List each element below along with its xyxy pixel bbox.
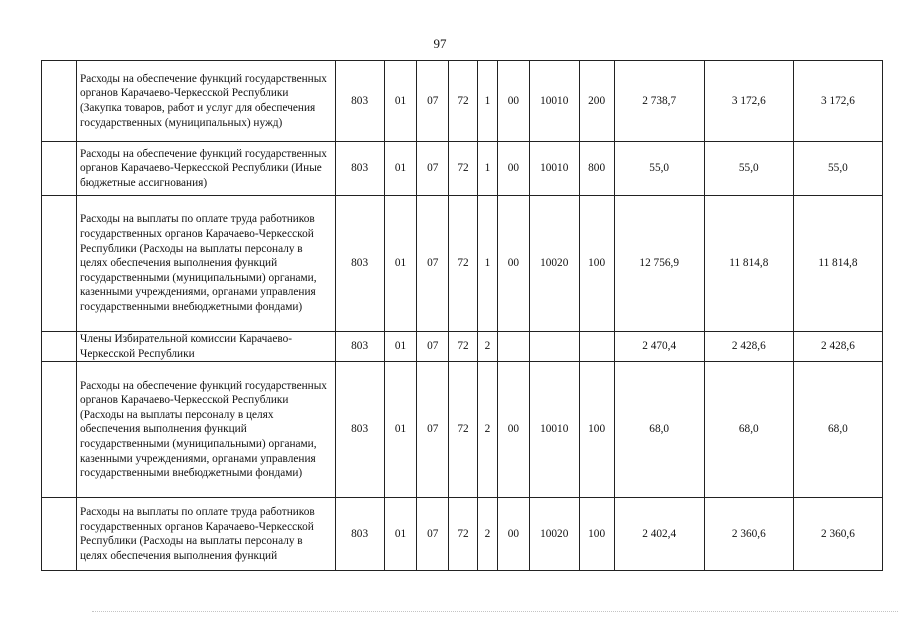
code-expense-type-cell: 100 xyxy=(579,362,614,498)
description-cell: Члены Избирательной комиссии Карачаево-Черкесской Республики xyxy=(76,332,335,362)
code-expense-type-cell: 100 xyxy=(579,498,614,571)
amount-year-2-cell: 3 172,6 xyxy=(704,61,793,142)
code-program-cell: 72 xyxy=(449,332,478,362)
code-subprogram-cell: 2 xyxy=(477,498,497,571)
description-cell: Расходы на выплаты по оплате труда работников государственных органов Карачаево-Черкесской Республики (Расходы на выплаты персоналу в целях обеспечения выполнения функций xyxy=(76,498,335,571)
description-cell: Расходы на обеспечение функций государственных органов Карачаево-Черкесской Республики (Расходы на выплаты персоналу в целях обеспечения выполнения функций государственными (муниципальными) органами, казенными учреждениями, органами управления государственными внебюджетными фондами) xyxy=(76,362,335,498)
code-admin-cell: 803 xyxy=(335,61,384,142)
code-admin-cell: 803 xyxy=(335,142,384,196)
code-section-cell: 01 xyxy=(384,61,417,142)
row-number-cell xyxy=(42,362,77,498)
table-row xyxy=(42,498,883,571)
code-event-cell: 00 xyxy=(497,196,529,332)
code-section-cell: 01 xyxy=(384,362,417,498)
amount-year-3-cell: 3 172,6 xyxy=(793,61,882,142)
footer-divider xyxy=(92,611,898,612)
table-row xyxy=(42,332,883,362)
amount-year-1-cell: 12 756,9 xyxy=(614,196,704,332)
code-subprogram-cell: 1 xyxy=(477,61,497,142)
table-row xyxy=(42,196,883,332)
table-body xyxy=(42,61,883,571)
code-subprogram-cell: 1 xyxy=(477,142,497,196)
table-row xyxy=(42,142,883,196)
code-program-cell: 72 xyxy=(449,196,478,332)
row-number-cell xyxy=(42,61,77,142)
code-event-cell xyxy=(497,332,529,362)
code-event-cell: 00 xyxy=(497,498,529,571)
amount-year-2-cell: 2 428,6 xyxy=(704,332,793,362)
code-admin-cell: 803 xyxy=(335,498,384,571)
code-subsection-cell: 07 xyxy=(417,362,449,498)
code-subprogram-cell: 2 xyxy=(477,332,497,362)
row-number-cell xyxy=(42,196,77,332)
amount-year-3-cell: 11 814,8 xyxy=(793,196,882,332)
amount-year-1-cell: 2 402,4 xyxy=(614,498,704,571)
row-number-cell xyxy=(42,498,77,571)
amount-year-3-cell: 2 360,6 xyxy=(793,498,882,571)
amount-year-2-cell: 2 360,6 xyxy=(704,498,793,571)
code-subsection-cell: 07 xyxy=(417,142,449,196)
amount-year-1-cell: 68,0 xyxy=(614,362,704,498)
amount-year-1-cell: 2 470,4 xyxy=(614,332,704,362)
table-row xyxy=(42,61,883,142)
budget-table xyxy=(41,60,883,571)
row-number-cell xyxy=(42,332,77,362)
code-direction-cell: 10010 xyxy=(529,362,579,498)
code-subprogram-cell: 2 xyxy=(477,362,497,498)
code-event-cell: 00 xyxy=(497,61,529,142)
amount-year-1-cell: 2 738,7 xyxy=(614,61,704,142)
code-admin-cell: 803 xyxy=(335,362,384,498)
code-admin-cell: 803 xyxy=(335,332,384,362)
code-section-cell: 01 xyxy=(384,196,417,332)
code-subsection-cell: 07 xyxy=(417,61,449,142)
code-admin-cell: 803 xyxy=(335,196,384,332)
amount-year-3-cell: 2 428,6 xyxy=(793,332,882,362)
code-expense-type-cell: 800 xyxy=(579,142,614,196)
description-cell: Расходы на обеспечение функций государственных органов Карачаево-Черкесской Республики (Иные бюджетные ассигнования) xyxy=(76,142,335,196)
code-expense-type-cell: 200 xyxy=(579,61,614,142)
code-direction-cell xyxy=(529,332,579,362)
code-subsection-cell: 07 xyxy=(417,332,449,362)
code-expense-type-cell xyxy=(579,332,614,362)
code-direction-cell: 10020 xyxy=(529,196,579,332)
code-event-cell: 00 xyxy=(497,142,529,196)
code-program-cell: 72 xyxy=(449,142,478,196)
code-program-cell: 72 xyxy=(449,362,478,498)
table-row xyxy=(42,362,883,498)
amount-year-2-cell: 55,0 xyxy=(704,142,793,196)
code-section-cell: 01 xyxy=(384,332,417,362)
amount-year-2-cell: 11 814,8 xyxy=(704,196,793,332)
amount-year-2-cell: 68,0 xyxy=(704,362,793,498)
code-section-cell: 01 xyxy=(384,498,417,571)
amount-year-1-cell: 55,0 xyxy=(614,142,704,196)
amount-year-3-cell: 55,0 xyxy=(793,142,882,196)
code-direction-cell: 10020 xyxy=(529,498,579,571)
code-expense-type-cell: 100 xyxy=(579,196,614,332)
code-subsection-cell: 07 xyxy=(417,498,449,571)
description-cell: Расходы на обеспечение функций государственных органов Карачаево-Черкесской Республики (Закупка товаров, работ и услуг для обеспечения государственных (муниципальных) нужд) xyxy=(76,61,335,142)
row-number-cell xyxy=(42,142,77,196)
code-program-cell: 72 xyxy=(449,498,478,571)
code-subprogram-cell: 1 xyxy=(477,196,497,332)
code-event-cell: 00 xyxy=(497,362,529,498)
code-section-cell: 01 xyxy=(384,142,417,196)
page-number: 97 xyxy=(433,36,447,51)
code-direction-cell: 10010 xyxy=(529,61,579,142)
amount-year-3-cell: 68,0 xyxy=(793,362,882,498)
code-subsection-cell: 07 xyxy=(417,196,449,332)
description-cell: Расходы на выплаты по оплате труда работников государственных органов Карачаево-Черкесской Республики (Расходы на выплаты персоналу в целях обеспечения выполнения функций государственными (муниципальными) органами, казенными учреждениями, органами управления государственными внебюджетными фондами) xyxy=(76,196,335,332)
code-direction-cell: 10010 xyxy=(529,142,579,196)
code-program-cell: 72 xyxy=(449,61,478,142)
